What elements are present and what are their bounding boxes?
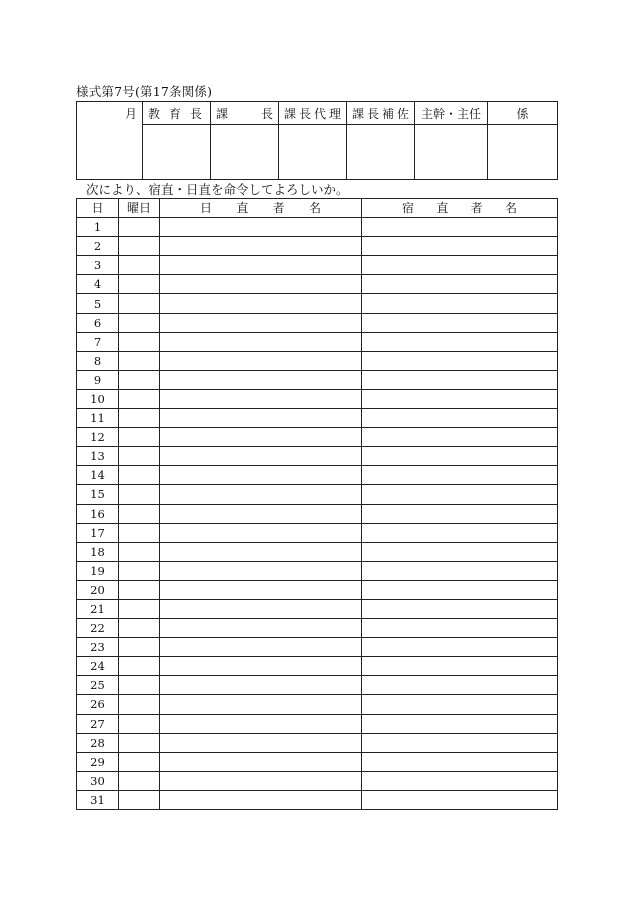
night-duty-name-cell[interactable]: [362, 561, 558, 580]
weekday-cell[interactable]: [119, 389, 160, 408]
approval-header-row: [77, 102, 558, 125]
weekday-cell[interactable]: [119, 332, 160, 351]
table-row: [77, 733, 558, 752]
night-duty-name-cell[interactable]: [362, 580, 558, 599]
weekday-cell[interactable]: [119, 790, 160, 809]
night-duty-name-cell[interactable]: [362, 275, 558, 294]
day-duty-name-cell[interactable]: [160, 752, 362, 771]
day-duty-name-cell[interactable]: [160, 695, 362, 714]
table-row: [77, 256, 558, 275]
day-duty-name-cell[interactable]: [160, 542, 362, 561]
day-duty-name-cell[interactable]: [160, 523, 362, 542]
month-cell: [77, 102, 143, 180]
weekday-cell[interactable]: [119, 466, 160, 485]
day-duty-name-cell[interactable]: [160, 218, 362, 237]
day-duty-name-cell[interactable]: [160, 275, 362, 294]
table-row: [77, 237, 558, 256]
table-row: [77, 447, 558, 466]
day-number: 21: [77, 599, 119, 618]
table-row: [77, 485, 558, 504]
weekday-cell[interactable]: [119, 370, 160, 389]
table-row: [77, 428, 558, 447]
table-row: [77, 599, 558, 618]
approval-table: [76, 101, 558, 180]
day-number: 22: [77, 619, 119, 638]
night-duty-name-cell[interactable]: [362, 447, 558, 466]
day-number: 19: [77, 561, 119, 580]
header-char: 名: [308, 201, 321, 216]
night-duty-name-cell[interactable]: [362, 313, 558, 332]
night-duty-name-cell[interactable]: [362, 466, 558, 485]
weekday-cell[interactable]: [119, 428, 160, 447]
seal-box[interactable]: [279, 125, 347, 180]
night-duty-name-cell[interactable]: [362, 676, 558, 695]
day-number: 30: [77, 771, 119, 790]
day-number: 3: [77, 256, 119, 275]
day-duty-name-cell[interactable]: [160, 256, 362, 275]
header-char: 直: [436, 201, 449, 216]
weekday-cell[interactable]: [119, 676, 160, 695]
night-duty-name-cell[interactable]: [362, 409, 558, 428]
day-number: 20: [77, 580, 119, 599]
approval-col-char: 課: [216, 106, 229, 121]
weekday-cell[interactable]: [119, 714, 160, 733]
day-duty-name-cell[interactable]: [160, 580, 362, 599]
day-number: 28: [77, 733, 119, 752]
night-duty-name-cell[interactable]: [362, 771, 558, 790]
day-duty-name-cell[interactable]: [160, 237, 362, 256]
night-duty-name-cell[interactable]: [362, 695, 558, 714]
approval-col-kacho: [211, 102, 279, 125]
day-duty-name-cell[interactable]: [160, 370, 362, 389]
weekday-cell[interactable]: [119, 275, 160, 294]
weekday-cell[interactable]: [119, 542, 160, 561]
table-row: [77, 409, 558, 428]
approval-col-char: 佐: [396, 106, 409, 121]
header-char: 名: [504, 201, 517, 216]
day-duty-name-cell[interactable]: [160, 428, 362, 447]
seal-box[interactable]: [211, 125, 279, 180]
day-duty-name-cell[interactable]: [160, 599, 362, 618]
table-row: [77, 580, 558, 599]
night-duty-name-cell[interactable]: [362, 542, 558, 561]
day-duty-name-cell[interactable]: [160, 313, 362, 332]
day-duty-name-cell[interactable]: [160, 409, 362, 428]
weekday-cell[interactable]: [119, 638, 160, 657]
night-duty-name-cell[interactable]: [362, 733, 558, 752]
table-row: [77, 771, 558, 790]
day-number: 1: [77, 218, 119, 237]
table-row: [77, 619, 558, 638]
day-number: 10: [77, 389, 119, 408]
approval-col-char: 長: [189, 106, 202, 121]
day-duty-name-cell[interactable]: [160, 294, 362, 313]
table-row: [77, 676, 558, 695]
day-number: 25: [77, 676, 119, 695]
day-duty-name-cell[interactable]: [160, 638, 362, 657]
table-row: [77, 294, 558, 313]
night-duty-name-cell[interactable]: [362, 256, 558, 275]
table-row: [77, 561, 558, 580]
approval-col-char: 長: [298, 106, 311, 121]
table-row: [77, 657, 558, 676]
table-row: [77, 542, 558, 561]
approval-col-char: 長: [366, 106, 379, 121]
night-duty-name-cell[interactable]: [362, 218, 558, 237]
weekday-cell[interactable]: [119, 504, 160, 523]
night-duty-name-cell[interactable]: [362, 294, 558, 313]
header-night-duty-name: [362, 199, 558, 218]
seal-box[interactable]: [347, 125, 415, 180]
table-row: [77, 523, 558, 542]
night-duty-name-cell[interactable]: [362, 790, 558, 809]
night-duty-name-cell[interactable]: [362, 752, 558, 771]
weekday-cell[interactable]: [119, 771, 160, 790]
seal-box[interactable]: [415, 125, 488, 180]
day-duty-name-cell[interactable]: [160, 771, 362, 790]
approval-col-kakari: [488, 102, 558, 125]
day-number: 18: [77, 542, 119, 561]
table-row: [77, 790, 558, 809]
approval-col-char: 理: [328, 106, 341, 121]
weekday-cell[interactable]: [119, 218, 160, 237]
day-number: 29: [77, 752, 119, 771]
instruction-text: 次により、宿直・日直を命令してよろしいか。: [86, 182, 349, 197]
day-number: 14: [77, 466, 119, 485]
approval-col-char: 教: [148, 106, 161, 121]
night-duty-name-cell[interactable]: [362, 638, 558, 657]
table-row: [77, 332, 558, 351]
night-duty-name-cell[interactable]: [362, 619, 558, 638]
day-number: 23: [77, 638, 119, 657]
day-number: 24: [77, 657, 119, 676]
day-duty-name-cell[interactable]: [160, 389, 362, 408]
night-duty-name-cell[interactable]: [362, 237, 558, 256]
day-number: 13: [77, 447, 119, 466]
roster-header-row: [77, 199, 558, 218]
approval-seal-row: [77, 125, 558, 180]
header-char: 者: [470, 201, 483, 216]
day-duty-name-cell[interactable]: [160, 676, 362, 695]
day-number: 7: [77, 332, 119, 351]
day-duty-name-cell[interactable]: [160, 733, 362, 752]
header-char: 日: [200, 201, 213, 216]
day-duty-name-cell[interactable]: [160, 504, 362, 523]
day-number: 11: [77, 409, 119, 428]
weekday-cell[interactable]: [119, 313, 160, 332]
weekday-cell[interactable]: [119, 523, 160, 542]
table-row: [77, 313, 558, 332]
day-duty-name-cell[interactable]: [160, 790, 362, 809]
day-duty-name-cell[interactable]: [160, 485, 362, 504]
day-duty-name-cell[interactable]: [160, 714, 362, 733]
approval-col-char: 育: [168, 106, 181, 121]
weekday-cell[interactable]: [119, 351, 160, 370]
table-row: [77, 714, 558, 733]
day-number: 17: [77, 523, 119, 542]
seal-box[interactable]: [143, 125, 211, 180]
approval-col-char: 課: [284, 106, 297, 121]
day-duty-name-cell[interactable]: [160, 351, 362, 370]
night-duty-name-cell[interactable]: [362, 332, 558, 351]
approval-col-shukan-shunin: [415, 102, 488, 125]
approval-col-char: 代: [313, 106, 326, 121]
approval-col-char: 補: [381, 106, 394, 121]
day-number: 27: [77, 714, 119, 733]
weekday-cell[interactable]: [119, 485, 160, 504]
weekday-cell[interactable]: [119, 237, 160, 256]
approval-col-kacho-dairi: [279, 102, 347, 125]
duty-roster-table: [76, 198, 558, 810]
header-weekday: 曜日: [119, 199, 160, 218]
header-day: 日: [77, 199, 119, 218]
header-char: 直: [236, 201, 249, 216]
day-duty-name-cell[interactable]: [160, 561, 362, 580]
weekday-cell[interactable]: [119, 695, 160, 714]
night-duty-name-cell[interactable]: [362, 714, 558, 733]
table-row: [77, 275, 558, 294]
day-number: 15: [77, 485, 119, 504]
weekday-cell[interactable]: [119, 580, 160, 599]
header-char: 者: [272, 201, 285, 216]
night-duty-name-cell[interactable]: [362, 389, 558, 408]
weekday-cell[interactable]: [119, 447, 160, 466]
weekday-cell[interactable]: [119, 657, 160, 676]
day-duty-name-cell[interactable]: [160, 657, 362, 676]
night-duty-name-cell[interactable]: [362, 523, 558, 542]
night-duty-name-cell[interactable]: [362, 504, 558, 523]
night-duty-name-cell[interactable]: [362, 428, 558, 447]
table-row: [77, 638, 558, 657]
day-number: 5: [77, 294, 119, 313]
weekday-cell[interactable]: [119, 294, 160, 313]
weekday-cell[interactable]: [119, 752, 160, 771]
approval-col-kacho-hosa: [347, 102, 415, 125]
day-number: 4: [77, 275, 119, 294]
table-row: [77, 752, 558, 771]
day-number: 2: [77, 237, 119, 256]
weekday-cell[interactable]: [119, 256, 160, 275]
header-char: 宿: [402, 201, 415, 216]
approval-col-label: 主幹・主任: [420, 106, 481, 121]
table-row: [77, 351, 558, 370]
day-number: 26: [77, 695, 119, 714]
day-duty-name-cell[interactable]: [160, 332, 362, 351]
night-duty-name-cell[interactable]: [362, 351, 558, 370]
month-label: 月: [124, 107, 137, 121]
day-number: 16: [77, 504, 119, 523]
weekday-cell[interactable]: [119, 561, 160, 580]
approval-col-char: 長: [260, 106, 273, 121]
form-number: 様式第7号(第17条関係): [76, 84, 213, 99]
table-row: [77, 370, 558, 389]
night-duty-name-cell[interactable]: [362, 370, 558, 389]
day-number: 8: [77, 351, 119, 370]
weekday-cell[interactable]: [119, 733, 160, 752]
table-row: [77, 695, 558, 714]
approval-col-kyoikucho: [143, 102, 211, 125]
day-number: 9: [77, 370, 119, 389]
day-duty-name-cell[interactable]: [160, 466, 362, 485]
approval-col-label: 係: [516, 106, 529, 121]
table-row: [77, 504, 558, 523]
seal-box[interactable]: [488, 125, 558, 180]
weekday-cell[interactable]: [119, 619, 160, 638]
approval-col-char: 課: [352, 106, 365, 121]
weekday-cell[interactable]: [119, 599, 160, 618]
day-duty-name-cell[interactable]: [160, 619, 362, 638]
day-duty-name-cell[interactable]: [160, 447, 362, 466]
table-row: [77, 218, 558, 237]
day-number: 31: [77, 790, 119, 809]
day-number: 12: [77, 428, 119, 447]
night-duty-name-cell[interactable]: [362, 657, 558, 676]
weekday-cell[interactable]: [119, 409, 160, 428]
table-row: [77, 466, 558, 485]
table-row: [77, 389, 558, 408]
header-day-duty-name: [160, 199, 362, 218]
night-duty-name-cell[interactable]: [362, 485, 558, 504]
night-duty-name-cell[interactable]: [362, 599, 558, 618]
day-number: 6: [77, 313, 119, 332]
